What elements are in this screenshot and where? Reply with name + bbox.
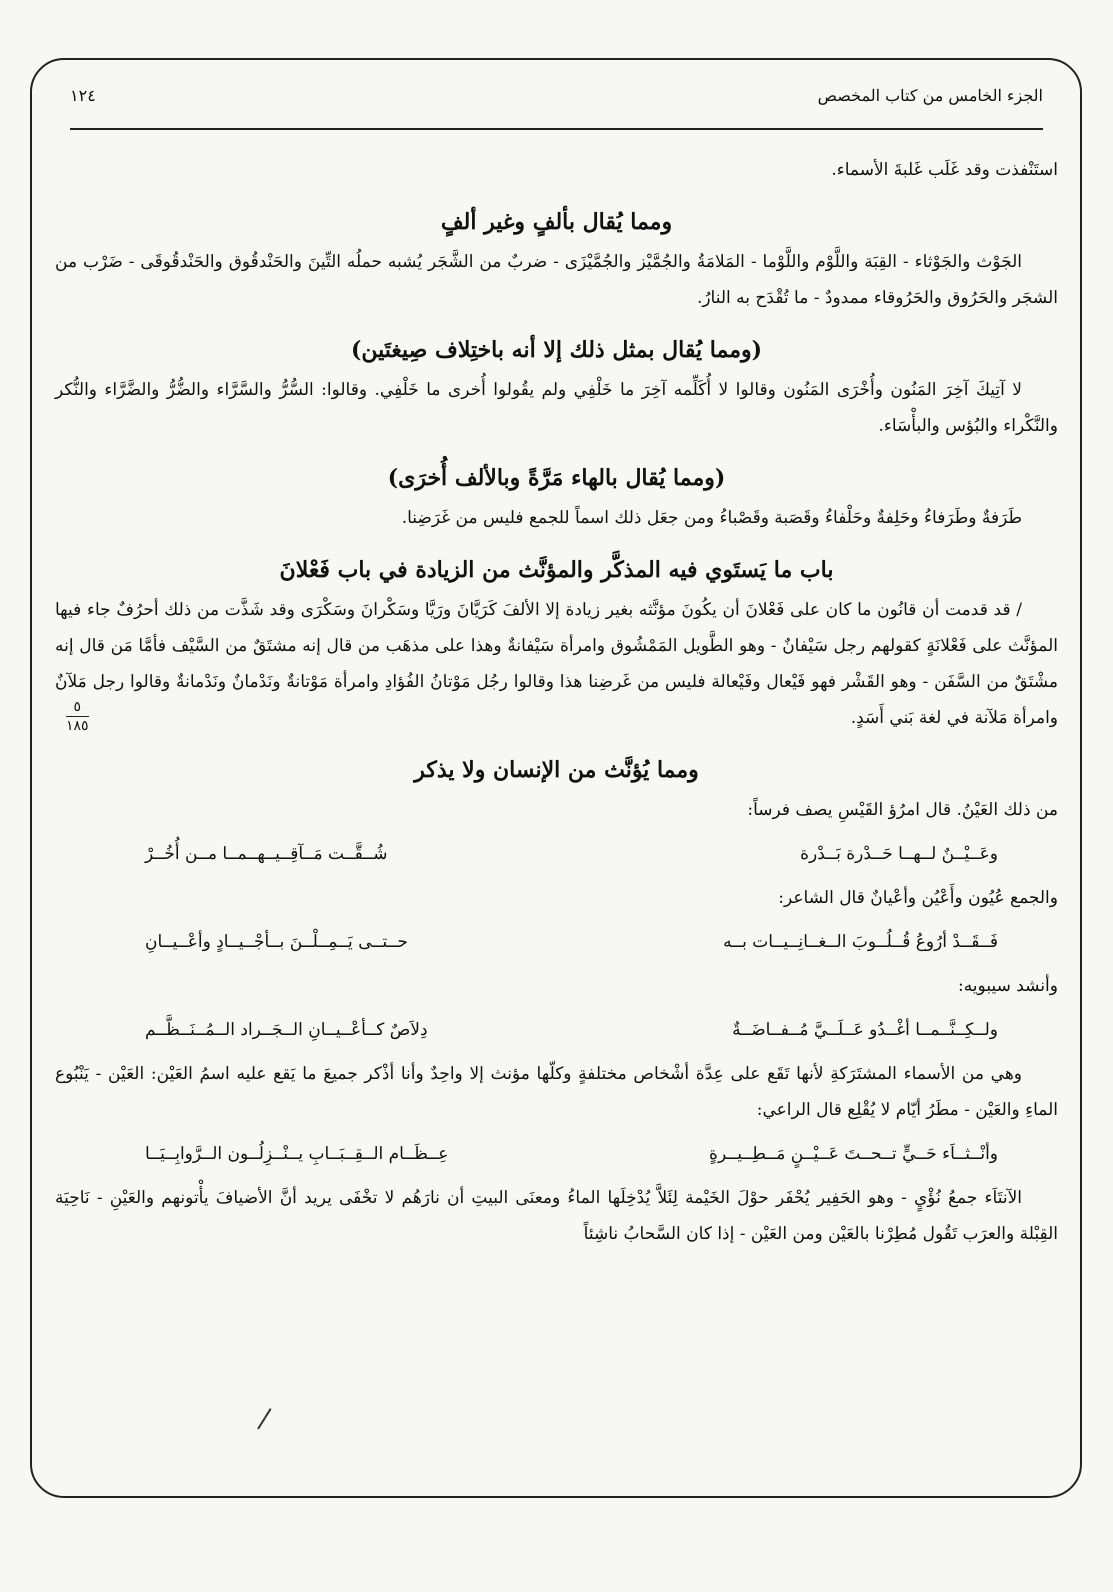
paragraph: وهي من الأسماء المشتَرَكةِ لأنها تَقَع على عِدَّة أشْخاص مختلفةٍ وكلّها مؤنث إلا واحِدٌ وأنا أذْكر جميعَ ما يَقع عليه اسمُ العَيْن: العَيْن - يَنْبُوع الماءِ والعَيْن - مطَرُ أيّام لا يُقْلِع قال الراعي: xyxy=(55,1064,1058,1120)
verse-first-hemistich: وعَــيْــنٌ لــهــا حَــدْرة بَــدْرة xyxy=(800,844,998,864)
verse-second-hemistich: دِلاَصٌ كــأعْــيــانِ الــجَــراد الــمُــنَــظَّــم xyxy=(145,1020,428,1040)
header-rule xyxy=(70,128,1043,130)
verse-second-hemistich: شُــقَّــت مَــآقِــيــهــمــا مــن أُخُــرْ xyxy=(145,844,388,864)
verse-second-hemistich: عِــظَــام الــقِــبَــابِ يــنْــزِلُــون الــرَّوابِــيَــا xyxy=(145,1144,449,1164)
section-heading: ومما يُؤنَّث من الإنسان ولا يذكر xyxy=(414,757,699,783)
margin-ref-bottom: ١٨٥ xyxy=(66,718,89,734)
section-heading: (ومما يُقال بالهاء مَرَّةً وبالألف أُخرَى) xyxy=(387,465,726,491)
paragraph: وأنشد سيبويه: xyxy=(957,976,1058,996)
page-number: ١٢٤ xyxy=(70,86,96,105)
paragraph: استَنْفذت وقد غَلَب غَلبةَ الأسماء. xyxy=(831,160,1058,180)
paragraph: لا آتِيكَ آخِرَ المَنُون وأُخْرَى المَنُون وقالوا لا أُكَلِّمه آخِرَ ما خَلْفِي ولم يقُولوا أُخرى ما خَلْفِي. وقالوا: السُّرُّ والسَّرَّاء والضُّرُّ والضَّرَّاء والنُّكر والنَّكْراء والبُؤس والبأْسَاء. xyxy=(55,380,1058,436)
running-title: الجزء الخامس من كتاب المخصص xyxy=(817,86,1043,105)
verse-second-hemistich: حــتــى يَــمِــلْــنَ بــأجْــيــادٍ وأعْــيــانِ xyxy=(145,932,408,952)
verse-first-hemistich: ولــكِــنَّــمــا أغْــدُو عَــلَــيَّ مُــفــاضَــةٌ xyxy=(732,1020,998,1040)
verse-line xyxy=(55,836,1058,872)
paragraph: طَرَفةٌ وطَرَفاءُ وحَلِفةٌ وحَلْفاءُ وقَصَبة وقَصْباءُ ومن جعَل ذلك اسماً للجمع فليس من غَرَضِنا. xyxy=(401,508,1022,528)
paragraph: الآنتَاَء جمعُ نُؤْيٍ - وهو الحَفِير يُحْفَر حوْلَ الخَيْمة لِئَلاَّ يُدْخِلَها الماءُ ومعنَى البيتِ أن نارَهُم لا تخْفَى يريد أنَّ الأضيافَ يأْتونهم والعَيْنِ - نَاحِيَة القِبْلة والعرَب تَقُول مُطِرْنا بالعَيْن ومن العَيْن - إذا كان السَّحابُ ناشِئاً xyxy=(55,1188,1058,1244)
section-heading: (ومما يُقال بمثل ذلك إلا أنه باختِلاف صِيغتَين) xyxy=(350,337,763,363)
paragraph: الجَوْث والجَوْثاء - القِبَة واللَّوْم واللَّوْما - المَلامَةُ والجُمَّيْز والجُمَّيْزَى - ضربٌ من الشَّجَر يُشبه حملُه التِّينَ والحَنْدقُوق والحَنْدقُوقَى - ضَرْب من الشجَر والحَرُوق والحَرُوقاء ممدودٌ - ما تُقْدَح به النارُ. xyxy=(55,252,1058,308)
verse-first-hemistich: فَــقَــدْ أرُوعُ قُــلُــوبَ الــغــانِــيــات بــه xyxy=(723,932,998,952)
verse-first-hemistich: وأنْــثــاَء حَــيٍّ تــحــتَ عَــيْــنٍ مَــطِــيــرةٍ xyxy=(709,1144,998,1164)
margin-ref-top: ٥ xyxy=(73,699,82,715)
page-header xyxy=(70,86,1043,112)
page-body xyxy=(55,152,1058,1252)
paragraph: / قد قدمت أن قانُون ما كان على فَعْلانَ أن يكُونَ مؤنَّثه بغير زيادة إلا الألفَ كَرَيَّانَ ورَيَّا وسَكْرانَ وسَكْرَى وقد شَذَّت من ذلك أحرُفٌ جاء فيها المؤنَّث على فَعْلانَةٍ كقولهم رجل سَيْفانٌ - وهو الطَّويل المَمْشُوق وامرأة سَيْفانةٌ وهذا على مذهَب من قال إنه مشتَقٌ من السَّيْف فأمَّا مَن قال إنه مشْتَقٌ من السَّفَن - وهو القَشْر فهو فَيْعال وفَيْعالة فليس من غَرضِنا هذا وقالوا رجُل مَوْتانُ الفُؤادِ وامرأة مَوْتانةٌ ونَدْمانٌ ونَدْمانةٌ وقالوا رجل مَلآنٌ وامرأة مَلآنة في لغة بَني أَسَدٍ. xyxy=(55,600,1058,728)
chapter-heading: باب ما يَستَوي فيه المذكَّر والمؤنَّث من الزيادة في باب فَعْلانَ xyxy=(279,557,834,583)
section-heading: ومما يُقال بألفٍ وغير ألفٍ xyxy=(440,209,673,235)
verse-line xyxy=(55,924,1058,960)
paragraph: من ذلك العَيْنُ. قال امرُؤ القَيْسِ يصف فرساً: xyxy=(747,800,1058,820)
verse-line xyxy=(55,1012,1058,1048)
paragraph: والجمع عُيُون وأَعْيُن وأعْيانٌ قال الشاعر: xyxy=(778,888,1058,908)
verse-line xyxy=(55,1136,1058,1172)
